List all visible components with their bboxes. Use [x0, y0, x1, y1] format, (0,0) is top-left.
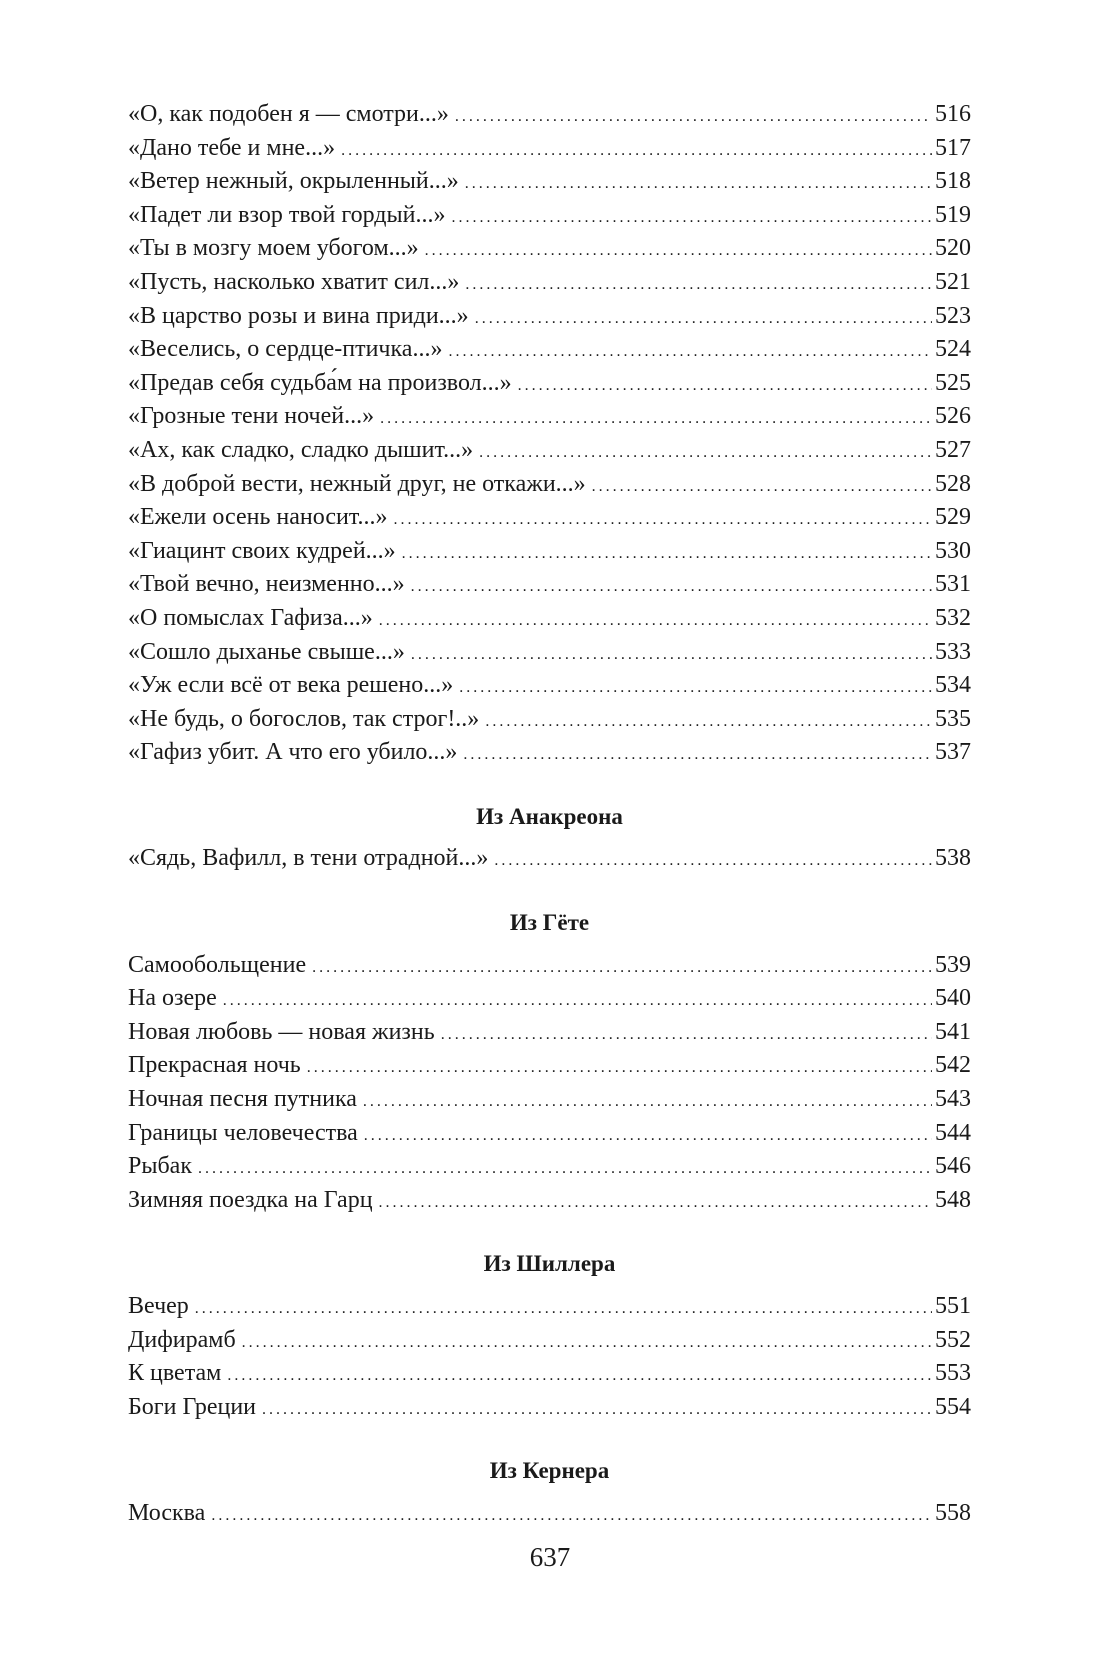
section-heading: Из Шиллера [483, 1251, 616, 1277]
entry-title: «Уж если всё от века решено...» [128, 672, 454, 699]
entry-title: К цветам [128, 1360, 222, 1387]
entry-title: «Сошло дыханье свыше...» [128, 638, 405, 665]
entry-page: 530 [935, 537, 971, 564]
entry-page: 541 [935, 1018, 971, 1045]
toc-entry [128, 1016, 971, 1050]
entry-page: 548 [935, 1186, 971, 1213]
dot-leader [195, 1292, 932, 1326]
entry-title: «Дано тебе и мне...» [128, 134, 336, 161]
toc-entry [128, 1324, 971, 1358]
entry-title: «Гиацинт своих кудрей...» [128, 537, 396, 564]
entry-page: 551 [935, 1293, 971, 1319]
toc-section [128, 1424, 971, 1530]
toc-entry [128, 501, 971, 535]
section-heading: Из Кернера [489, 1458, 610, 1484]
entry-page: 532 [935, 604, 971, 631]
dot-leader [211, 1499, 932, 1533]
toc-entry [128, 1083, 971, 1117]
dot-leader [198, 1152, 932, 1186]
entry-page: 540 [935, 985, 971, 1012]
entry-title: «В царство розы и вина приди...» [128, 302, 469, 329]
entry-page: 531 [935, 571, 971, 598]
entry-title: Границы человечества [128, 1119, 358, 1146]
dot-leader [479, 436, 932, 470]
dot-leader [227, 1359, 932, 1393]
dot-leader [451, 201, 932, 235]
entry-page: 520 [935, 235, 971, 262]
dot-leader [448, 335, 932, 369]
dot-leader [379, 604, 932, 638]
entry-page: 535 [935, 705, 971, 732]
entry-page: 539 [935, 951, 971, 978]
entry-page: 526 [935, 403, 971, 430]
toc-entry [128, 300, 971, 334]
toc-entry [128, 602, 971, 636]
dot-leader [494, 844, 932, 878]
entry-title: Рыбак [128, 1153, 192, 1180]
dot-leader [592, 470, 932, 504]
entry-title: Вечер [128, 1293, 189, 1319]
toc-entry [128, 568, 971, 602]
entry-page: 525 [935, 369, 971, 396]
entry-page: 542 [935, 1052, 971, 1079]
toc-entry [128, 434, 971, 468]
entry-page: 523 [935, 302, 971, 329]
dot-leader [425, 234, 932, 268]
toc-entry [128, 266, 971, 300]
entry-page: 521 [935, 268, 971, 295]
dot-leader [307, 1051, 932, 1085]
entry-title: «Ты в мозгу моем убогом...» [128, 235, 419, 262]
dot-leader [379, 1186, 932, 1220]
toc-entry [128, 1391, 971, 1425]
dot-leader [441, 1018, 932, 1052]
entry-title: Зимняя поездка на Гарц [128, 1186, 373, 1213]
dot-leader [465, 167, 932, 201]
toc-entry [128, 367, 971, 401]
entry-page: 546 [935, 1153, 971, 1180]
toc-entry [128, 636, 971, 670]
dot-leader [262, 1393, 932, 1427]
table-of-contents [128, 98, 971, 1531]
toc-entry [128, 199, 971, 233]
entry-page: 543 [935, 1086, 971, 1113]
entry-title: «Пусть, насколько хватит сил...» [128, 268, 460, 295]
toc-entry [128, 333, 971, 367]
entry-page: 519 [935, 201, 971, 228]
toc-section [128, 1217, 971, 1424]
dot-leader [475, 302, 932, 336]
entry-title: Самообольщение [128, 951, 307, 978]
toc-entry [128, 1357, 971, 1391]
toc-entry [128, 1497, 971, 1531]
entry-title: «О помыслах Гафиза...» [128, 604, 373, 631]
dot-leader [402, 537, 932, 571]
section-heading: Из Гёте [509, 910, 590, 936]
toc-entry [128, 1049, 971, 1083]
entry-page: 553 [935, 1360, 971, 1387]
entry-title: Новая любовь — новая жизнь [128, 1018, 435, 1045]
toc-entry [128, 669, 971, 703]
entry-page: 552 [935, 1326, 971, 1353]
dot-leader [459, 671, 932, 705]
entry-title: «Падет ли взор твой гордый...» [128, 201, 446, 228]
toc-entry [128, 1117, 971, 1151]
dot-leader [223, 984, 932, 1018]
dot-leader [242, 1326, 932, 1360]
dot-leader [465, 268, 932, 302]
entry-title: Ночная песня путника [128, 1086, 357, 1113]
entry-page: 533 [935, 638, 971, 665]
entry-title: Дифирамб [128, 1326, 236, 1353]
entry-page: 558 [935, 1499, 971, 1526]
dot-leader [380, 402, 932, 436]
entry-page: 544 [935, 1119, 971, 1146]
entry-page: 527 [935, 436, 971, 463]
toc-entry [128, 400, 971, 434]
dot-leader [463, 738, 932, 772]
dot-leader [363, 1085, 932, 1119]
dot-leader [394, 503, 933, 537]
dot-leader [411, 638, 932, 672]
entry-page: 516 [935, 101, 971, 127]
toc-section [128, 876, 971, 1217]
entry-title: «Твой вечно, неизменно...» [128, 571, 405, 598]
entry-page: 529 [935, 504, 971, 531]
entry-title: «Ветер нежный, окрыленный...» [128, 168, 459, 195]
entry-page: 528 [935, 470, 971, 497]
section-heading: Из Анакреона [476, 803, 623, 829]
entry-title: Москва [128, 1499, 206, 1526]
toc-entry [128, 132, 971, 166]
entry-title: «Грозные тени ночей...» [128, 403, 375, 430]
entry-title: «Веселись, о сердце-птичка...» [128, 336, 443, 363]
dot-leader [455, 100, 932, 134]
toc-entry [128, 1184, 971, 1218]
dot-leader [364, 1119, 932, 1153]
toc-section [128, 770, 971, 876]
dot-leader [518, 369, 932, 403]
toc-entry [128, 949, 971, 983]
toc-section [128, 98, 971, 770]
dot-leader [341, 134, 932, 168]
toc-entry [128, 535, 971, 569]
toc-entry [128, 468, 971, 502]
entry-page: 518 [935, 168, 971, 195]
entry-page: 517 [935, 134, 971, 161]
dot-leader [312, 951, 932, 985]
entry-title: «Сядь, Вафилл, в тени отрадной...» [128, 845, 489, 872]
toc-entry [128, 736, 971, 770]
toc-entry [128, 232, 971, 266]
entry-title: «В доброй вести, нежный друг, не откажи...» [128, 470, 586, 497]
entry-page: 524 [935, 336, 971, 363]
entry-page: 538 [935, 845, 971, 872]
entry-title: На озере [128, 985, 217, 1012]
toc-entry [128, 1150, 971, 1184]
dot-leader [485, 705, 932, 739]
entry-page: 534 [935, 672, 971, 699]
entry-page: 537 [935, 739, 971, 766]
entry-title: «Ах, как сладко, сладко дышит...» [128, 436, 474, 463]
entry-title: «Предав себя судьба́м на произвол...» [128, 369, 512, 396]
entry-title: «Гафиз убит. А что его убило...» [128, 739, 458, 766]
dot-leader [411, 570, 932, 604]
toc-entry [128, 1290, 971, 1324]
entry-title: Прекрасная ночь [128, 1052, 301, 1079]
entry-title: «О, как подобен я — смотри...» [128, 101, 449, 127]
entry-title: «Не будь, о богослов, так строг!..» [128, 705, 480, 732]
toc-entry [128, 703, 971, 737]
toc-entry [128, 982, 971, 1016]
toc-entry [128, 165, 971, 199]
entry-page: 554 [935, 1393, 971, 1420]
page-number: 637 [529, 1542, 571, 1572]
toc-entry [128, 98, 971, 132]
entry-title: Боги Греции [128, 1393, 257, 1420]
toc-entry [128, 842, 971, 876]
entry-title: «Ежели осень наносит...» [128, 504, 388, 531]
